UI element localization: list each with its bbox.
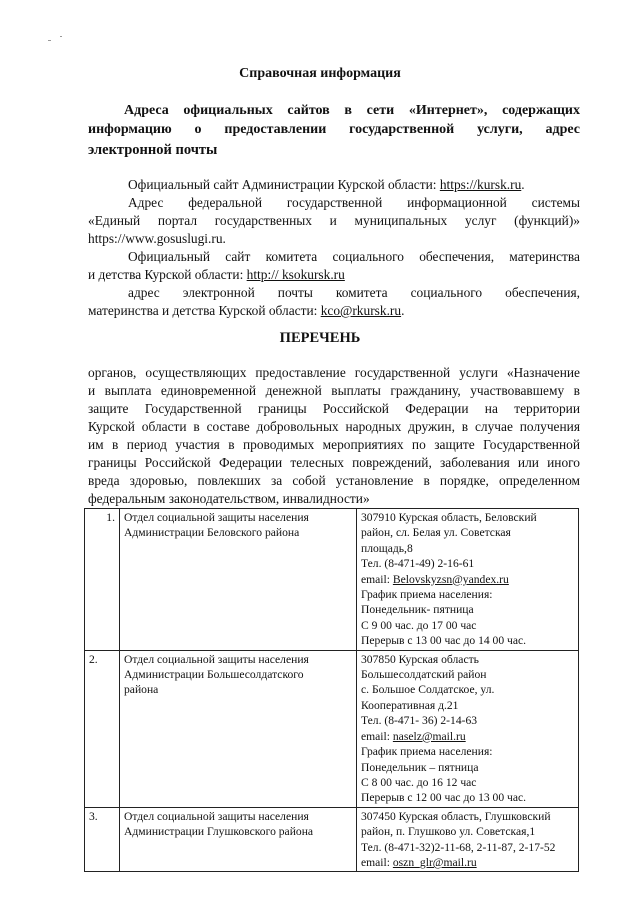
- perechen-line: вреда здоровью, повлекших за собой установление в порядке, определенном: [88, 473, 580, 488]
- departments-table: [84, 508, 579, 872]
- info-paragraph-4-line-1: адрес электронной почты комитета социального обеспечения,: [128, 285, 580, 300]
- perechen-line: и выплата единовременной денежной выплаты гражданину, участвовавшему в: [88, 383, 580, 398]
- table-row: [85, 807, 579, 872]
- info-paragraph-3-line-2: [88, 266, 345, 284]
- department-name: [120, 650, 357, 807]
- department-line: Администрации Большесолдатского: [124, 668, 304, 682]
- address-line: площадь,8: [361, 541, 413, 555]
- schedule-line: Перерыв с 12 00 час до 13 00 час.: [361, 791, 527, 805]
- perechen-line: Курской области в составе добровольных народных дружин, в случае получения: [88, 419, 580, 434]
- schedule-line: Понедельник- пятница: [361, 603, 474, 617]
- subtitle-line-2: информацию о предоставлении государственной услуги, адрес: [88, 122, 580, 137]
- info-text: .: [521, 177, 525, 192]
- row-number: 3.: [85, 807, 120, 872]
- schedule-line: График приема населения:: [361, 588, 493, 602]
- department-name: [120, 509, 357, 651]
- schedule-line: С 9 00 час. до 17 00 час: [361, 618, 477, 632]
- subtitle-line-3: электронной почты: [88, 142, 218, 158]
- address-line: Большесолдатский район: [361, 668, 487, 682]
- department-line: Отдел социальной защиты населения: [124, 511, 309, 524]
- department-line: Администрации Беловского района: [124, 526, 300, 540]
- ksokursk-site-link[interactable]: http:// ksokursk.ru: [246, 267, 345, 282]
- info-text: материнства и детства Курской области:: [88, 303, 321, 318]
- scan-speck: [48, 40, 51, 41]
- perechen-title: ПЕРЕЧЕНЬ: [279, 330, 361, 346]
- phone-line: Тел. (8-471- 36) 2-14-63: [361, 714, 478, 728]
- address-line: с. Большое Солдатское, ул.: [361, 683, 495, 697]
- gosuslugi-link[interactable]: https://www.gosuslugi.ru.: [88, 231, 226, 246]
- info-paragraph-4-line-2: [88, 302, 404, 320]
- info-text: .: [401, 303, 405, 318]
- info-paragraph-2-line-1: Адрес федеральной государственной информационной системы: [128, 195, 580, 210]
- department-line: Администрации Глушковского района: [124, 825, 314, 839]
- department-contacts: [357, 807, 579, 872]
- schedule-line: График приема населения:: [361, 745, 493, 759]
- department-contacts: [357, 509, 579, 651]
- info-text: Официальный сайт Администрации Курской области:: [128, 177, 440, 192]
- page-title: Справочная информация: [239, 66, 401, 81]
- table-row: [85, 509, 579, 651]
- info-text: и детства Курской области:: [88, 267, 247, 282]
- email-line: [361, 572, 574, 587]
- address-line: район, п. Глушково ул. Советская,1: [361, 825, 536, 839]
- schedule-line: Перерыв с 13 00 час до 14 00 час.: [361, 634, 527, 648]
- email-line: [361, 855, 574, 870]
- table-row: [85, 650, 579, 807]
- department-line: Отдел социальной защиты населения: [124, 809, 309, 823]
- info-paragraph-1: [128, 176, 525, 194]
- email-link[interactable]: Belovskyzsn@yandex.ru: [392, 572, 509, 586]
- address-line: 307910 Курская область, Беловский: [361, 511, 537, 524]
- department-line: района: [124, 683, 159, 697]
- subtitle-line-1: Адреса официальных сайтов в сети «Интернет», содержащих: [124, 103, 580, 118]
- department-contacts: [357, 650, 579, 807]
- perechen-line: органов, осуществляющих предоставление государственной услуги «Назначение: [88, 365, 580, 380]
- email-link[interactable]: naselz@mail.ru: [392, 729, 466, 743]
- perechen-line: федеральным законодательством, инвалидности»: [88, 491, 370, 506]
- perechen-line: защите Государственной границы Российской Федерации на территории: [88, 401, 580, 416]
- department-name: [120, 807, 357, 872]
- phone-line: Тел. (8-471-32)2-11-68, 2-11-87, 2-17-52: [361, 840, 556, 854]
- address-line: 307450 Курская область, Глушковский: [361, 809, 551, 823]
- phone-line: Тел. (8-471-49) 2-16-61: [361, 557, 475, 571]
- perechen-line: границы Российской Федерации телесных повреждений, заболевания или иного: [88, 455, 580, 470]
- scan-speck: [60, 36, 62, 37]
- perechen-line: им в период участия в проводимых мероприятиях по защите Государственной: [88, 437, 580, 452]
- info-paragraph-3-line-1: Официальный сайт комитета социального обеспечения, материнства: [128, 249, 580, 264]
- department-line: Отдел социальной защиты населения: [124, 652, 309, 666]
- schedule-line: Понедельник – пятница: [361, 760, 479, 774]
- address-line: 307850 Курская область: [361, 652, 479, 666]
- kco-email-link[interactable]: kco@rkursk.ru: [320, 303, 402, 318]
- email-link[interactable]: oszn_glr@mail.ru: [392, 855, 477, 869]
- email-label: email:: [361, 729, 393, 743]
- row-number: 2.: [85, 650, 120, 807]
- info-paragraph-2-line-2: «Единый портал государственных и муниципальных услуг (функций)»: [88, 213, 580, 228]
- row-number: 1.: [85, 509, 120, 651]
- address-line: район, сл. Белая ул. Советская: [361, 526, 511, 540]
- email-line: [361, 729, 574, 744]
- email-label: email:: [361, 855, 393, 869]
- schedule-line: С 8 00 час. до 16 12 час: [361, 775, 477, 789]
- email-label: email:: [361, 572, 393, 586]
- address-line: Кооперативная д.21: [361, 698, 459, 712]
- kursk-site-link[interactable]: https://kursk.ru: [439, 177, 522, 192]
